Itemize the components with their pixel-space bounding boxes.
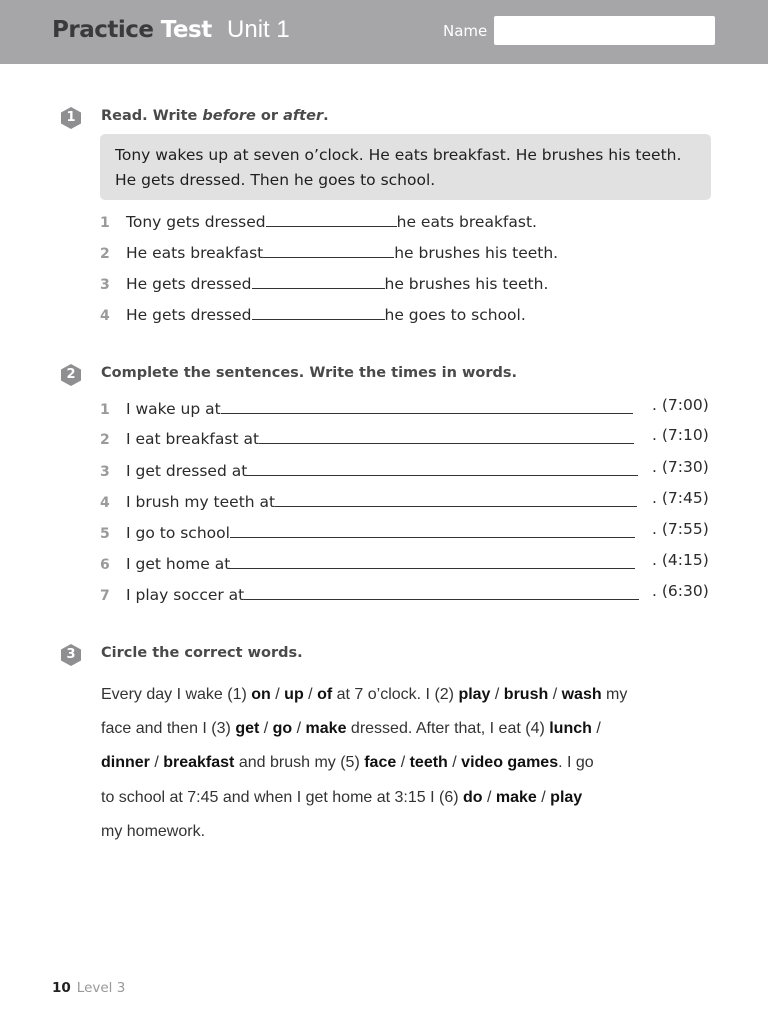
word-option[interactable]: brush [503,686,549,703]
word-option[interactable]: make [305,720,347,737]
word-option[interactable]: dinner [101,754,150,771]
answer-blank[interactable] [275,489,637,507]
answer-blank[interactable] [263,240,394,258]
word-option[interactable]: play [458,686,491,703]
s2-item-2: 2 I eat breakfast at . (7:10) [100,426,709,448]
para-text: / [482,789,496,806]
section-2-badge: 2 [59,363,83,387]
para-text: dressed. After that, I eat (4) [346,720,550,737]
answer-blank[interactable] [247,458,638,476]
word-option[interactable]: go [272,720,293,737]
s2-item-5: 5 I go to school . (7:55) [100,520,709,542]
s3-line-4 [101,789,582,807]
word-option[interactable]: breakfast [163,754,235,771]
answer-blank[interactable] [221,396,633,414]
level-label: Level 3 [76,980,126,996]
title-word-test: Test [160,17,212,43]
s1-item-2: 2 He eats breakfast he brushes his teeth. [100,240,558,262]
para-text: / [259,720,273,737]
answer-blank[interactable] [259,426,634,444]
para-text: and brush my (5) [234,754,365,771]
reading-passage [100,134,711,200]
para-text: / [149,754,164,771]
section-3-badge: 3 [59,643,83,667]
unit-label: Unit 1 [227,16,290,43]
page-title [52,16,290,44]
para-text: my homework. [101,823,206,840]
section-1-instruction: Read. Write before or after. [101,108,329,124]
word-option[interactable]: up [284,686,304,703]
para-text: / [292,720,306,737]
word-option[interactable]: face [364,754,397,771]
para-text: my [601,686,628,703]
answer-blank[interactable] [252,271,385,289]
answer-blank[interactable] [230,520,635,538]
s3-line-5 [101,823,205,841]
para-text: . I go [558,754,594,771]
s2-item-7: 7 I play soccer at . (6:30) [100,582,709,604]
para-text: / [396,754,410,771]
word-option[interactable]: of [317,686,333,703]
word-option[interactable]: video games [461,754,559,771]
para-text: face and then I (3) [101,720,236,737]
s3-line-1 [101,686,627,704]
word-option[interactable]: teeth [409,754,448,771]
s2-item-4: 4 I brush my teeth at . (7:45) [100,489,709,511]
section-3-instruction: Circle the correct words. [101,645,303,661]
s3-line-3 [101,754,594,772]
section-1-badge: 1 [59,106,83,130]
s2-item-1: 1 I wake up at . (7:00) [100,396,709,418]
para-text: / [490,686,504,703]
para-text: / [447,754,462,771]
answer-blank[interactable] [230,551,635,569]
para-text: Every day I wake (1) [101,686,252,703]
page-number: 10 [52,980,71,996]
para-text: / [548,686,562,703]
page-footer [52,980,125,996]
section-2-instruction: Complete the sentences. Write the times in words. [101,365,518,381]
word-option[interactable]: on [251,686,271,703]
answer-blank[interactable] [266,209,397,227]
name-label: Name [443,22,488,40]
reading-line-2: He gets dressed. Then he goes to school. [115,171,436,189]
s1-item-1: 1 Tony gets dressed he eats breakfast. [100,209,537,231]
para-text: to school at 7:45 and when I get home at 3:15 I (6) [101,789,464,806]
word-option[interactable]: wash [561,686,602,703]
para-text: / [303,686,318,703]
word-option[interactable]: play [550,789,583,806]
para-text: / [591,720,601,737]
answer-blank[interactable] [252,302,385,320]
word-option[interactable]: make [495,789,537,806]
word-option[interactable]: lunch [549,720,592,737]
answer-blank[interactable] [244,582,639,600]
name-input[interactable] [494,16,715,45]
title-word-practice: Practice [52,17,154,43]
header-bar [0,0,768,64]
s2-item-6: 6 I get home at . (4:15) [100,551,709,573]
para-text: / [536,789,551,806]
para-text: at 7 o’clock. I (2) [332,686,459,703]
word-option[interactable]: do [463,789,483,806]
s2-item-3: 3 I get dressed at . (7:30) [100,458,709,480]
word-option[interactable]: get [235,720,260,737]
reading-line-1: Tony wakes up at seven o’clock. He eats breakfast. He brushes his teeth. [115,146,682,164]
para-text: / [270,686,285,703]
s3-line-2 [101,720,601,738]
s1-item-4: 4 He gets dressed he goes to school. [100,302,526,324]
s1-item-3: 3 He gets dressed he brushes his teeth. [100,271,548,293]
